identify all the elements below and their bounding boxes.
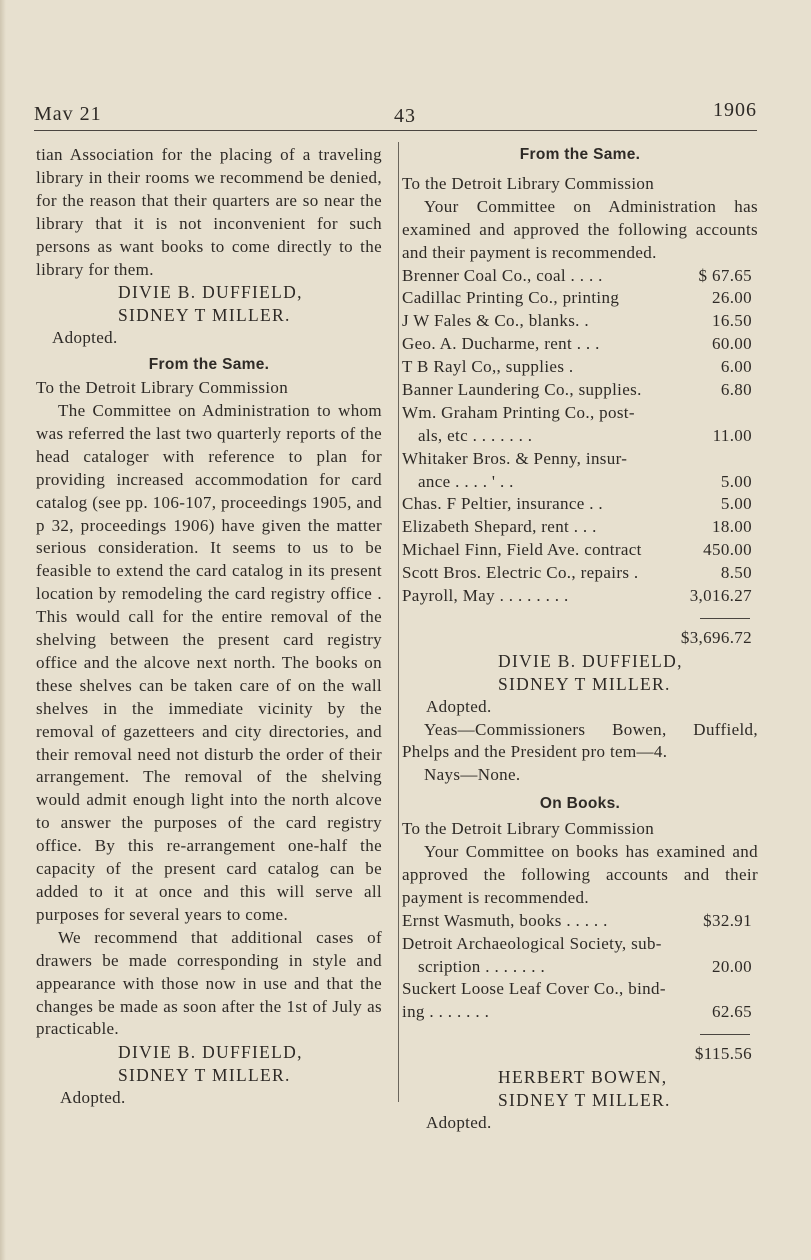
signature-line: DIVIE B. DUFFIELD, (118, 282, 303, 303)
account-amount: $ 67.65 (698, 265, 752, 285)
account-amount: 20.00 (712, 956, 752, 976)
addressee: To the Detroit Library Commission (36, 378, 289, 398)
accounts-list (402, 265, 758, 608)
account-amount: 5.00 (720, 471, 752, 491)
account-row (402, 310, 758, 333)
account-row (402, 562, 758, 585)
yeas-line: Yeas—Commissioners Bowen, Duffield, Phelps and the President pro tem—4. (402, 719, 758, 762)
signature-line: SIDNEY T MILLER. (498, 1090, 671, 1111)
adopted-note: Adopted. (52, 328, 118, 348)
account-row (402, 471, 758, 494)
account-row (402, 1001, 758, 1024)
intro-paragraph: tian Association for the placing of a traveling library in their rooms we recommend be denied, for the reason that their quarters are so near the library that it is not inconvenient for such persons as want books to come directly to the library for them. (36, 145, 382, 279)
account-name: Chas. F Peltier, insurance . . (402, 494, 604, 514)
signature-line: SIDNEY T MILLER. (118, 1065, 291, 1086)
recommendation-paragraph: We recommend that additional cases of drawers be made corresponding in style and appearance with those now in use and that the changes be made as soon after the 1st of July as practicable. (36, 927, 382, 1039)
header-year: 1906 (713, 99, 757, 121)
account-amount: 5.00 (720, 494, 752, 514)
account-name: ance . . . . ' . . (418, 471, 514, 491)
header-rule (34, 130, 757, 131)
account-row (402, 287, 758, 310)
account-name: Brenner Coal Co., coal . . . . (402, 265, 603, 285)
account-name: Banner Laundering Co., supplies. (402, 379, 642, 399)
account-name: Elizabeth Shepard, rent . . . (402, 517, 597, 537)
account-row (402, 978, 758, 1001)
account-name: Wm. Graham Printing Co., post- (402, 402, 635, 422)
account-amount: 11.00 (712, 425, 752, 445)
right-column (402, 144, 758, 1135)
account-row (402, 539, 758, 562)
account-name: Detroit Archaeological Society, sub- (402, 933, 662, 953)
addressee: To the Detroit Library Commission (402, 819, 655, 839)
signature-line: SIDNEY T MILLER. (118, 305, 291, 326)
signature-line: HERBERT BOWEN, (498, 1067, 668, 1088)
account-amount: $32.91 (703, 910, 752, 930)
account-amount: 18.00 (712, 517, 752, 537)
account-row (402, 493, 758, 516)
page-number: 43 (394, 105, 416, 127)
left-column (36, 144, 382, 1110)
intro-paragraph: Your Committee on books has examined and approved the following accounts and their payment is recommended. (402, 842, 758, 907)
account-name: als, etc . . . . . . . (418, 425, 533, 445)
account-row (402, 356, 758, 379)
section-heading: On Books. (539, 795, 621, 813)
body-paragraph: The Committee on Administration to whom was referred the last two quarterly reports of the head cataloger with reference to plan for providing increased accommodation for card catalog (see pp. 106-107, proceedings 1905, and p 32, proceedings 1906) have given the matter serious consideration. It seems to us to be feasible to extend the card catalog in its present location by remodeling the card registry office . This would call for the entire removal of the shelving between the present card registry office and the alcove next north. The books on these shelves can be taken care of on the wall shelves in the immediate vicinity by the removal of gazetteers and city directories, and their removal need not disturb the order of their arrangement. The removal of the shelving would admit enough light into the north alcove to answer the purposes of the card registry office. By this re-arrangement one-half the capacity of the present card catalog can be added to it at once and this will serve all purposes for several years to come. (36, 400, 382, 924)
account-row (402, 425, 758, 448)
account-row (402, 516, 758, 539)
addressee: To the Detroit Library Commission (402, 173, 655, 193)
account-name: T B Rayl Co,, supplies . (402, 357, 574, 377)
adopted-note: Adopted. (60, 1088, 126, 1108)
intro-paragraph: Your Committee on Administration has examined and approved the following accounts and their payment is recommended. (402, 196, 758, 262)
section-heading: From the Same. (519, 146, 641, 163)
account-name: Michael Finn, Field Ave. contract (402, 540, 642, 560)
accounts-total: $3,696.72 (680, 627, 752, 647)
account-name: Payroll, May . . . . . . . . (402, 586, 569, 605)
signature-line: DIVIE B. DUFFIELD, (118, 1042, 303, 1063)
account-row (402, 379, 758, 402)
adopted-note: Adopted. (426, 1112, 492, 1132)
header-date: Mav 21 (34, 103, 102, 125)
account-name: ing . . . . . . . (402, 1002, 490, 1022)
nays-line: Nays—None. (424, 765, 521, 785)
account-name: Scott Bros. Electric Co., repairs . (402, 563, 639, 583)
account-name: Suckert Loose Leaf Cover Co., bind- (402, 979, 666, 999)
page-header (34, 99, 757, 131)
account-amount: 16.50 (712, 311, 752, 331)
adopted-note: Adopted. (426, 696, 492, 716)
accounts-list (402, 910, 758, 1024)
account-name: scription . . . . . . . (418, 956, 546, 976)
column-divider (398, 142, 399, 1102)
account-row (402, 265, 758, 288)
account-amount: 60.00 (712, 334, 752, 354)
total-rule (700, 618, 750, 619)
account-amount: 450.00 (703, 540, 752, 560)
account-amount: 6.00 (720, 357, 752, 377)
total-rule (700, 1034, 750, 1035)
account-row (402, 910, 758, 933)
account-name: J W Fales & Co., blanks. . (402, 311, 589, 331)
page-edge (0, 0, 6, 1260)
account-name: Ernst Wasmuth, books . . . . . (402, 910, 608, 930)
account-row (402, 585, 758, 608)
account-amount: 62.65 (712, 1002, 752, 1022)
account-amount: 6.80 (720, 379, 752, 399)
account-amount: 8.50 (720, 563, 752, 583)
section-heading: From the Same. (148, 356, 270, 374)
account-amount: 3,016.27 (689, 586, 752, 605)
account-name: Whitaker Bros. & Penny, insur- (402, 448, 628, 468)
signature-line: SIDNEY T MILLER. (498, 673, 671, 694)
account-row (402, 448, 758, 471)
signature-line: DIVIE B. DUFFIELD, (498, 650, 683, 671)
account-name: Cadillac Printing Co., printing (402, 288, 620, 308)
account-row (402, 933, 758, 956)
account-name: Geo. A. Ducharme, rent . . . (402, 334, 600, 354)
account-row (402, 333, 758, 356)
account-row (402, 402, 758, 425)
accounts-total: $115.56 (694, 1044, 752, 1064)
account-row (402, 956, 758, 979)
account-amount: 26.00 (712, 288, 752, 308)
